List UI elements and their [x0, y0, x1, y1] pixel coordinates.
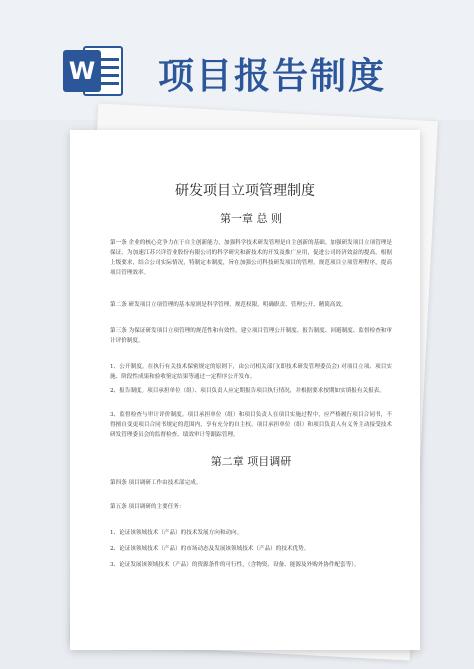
word-letter-badge: W [63, 50, 101, 92]
paragraph-item-3: 3、监督检查与审计评价制度。项目承担单位（组）和项目负责人在项目实施过程中，应严格履行项目合同书，不得擅自变更项目合同书规定的范围内，享有充分的自主权。项目承担单位（组）和项目负责人有义务主动接受技术研发管理委员会的监督检查、绩效审计等跟踪管理。 [110, 412, 392, 438]
paragraph-article-4: 第四条 项目调研工作由技术部完成。 [110, 480, 202, 486]
paragraph-item-1: 1、公开制度。在执行有关技术保密规定的原则下，由公司相关部门(即技术研发管理委员会) 对项目立项、项目实施、阶段性成果和验收鉴定结果等通过一定程序公开发布。 [110, 364, 392, 380]
paragraph-article-2: 第二条 研发项目立项管理的基本原则是科学管理、规范权限、明确职责、管理公开、精简高效。 [110, 302, 347, 308]
paragraph-article-1: 第一条 企业的核心竞争力在于自主创新能力，加强科学技术研发管理是自主创新的基础。加强研发项目立项管理是保证，为加速江苏兴详管业股份有限公司的科学研究和新技术的开发及推广应用，促进公司经济效益的提高，根据上级要求，结合公司实际情况，特制定本制度，旨在加强公司科技研发项目的管理，规范项目立项管理程序，提高项目管理效率。 [110, 240, 392, 276]
paragraph-task-1: 1、论证该领域技术（产品）的技术发展方向和动向。 [110, 530, 243, 536]
document-page [70, 130, 420, 650]
document-title: 研发项目立项管理制度 [175, 183, 315, 199]
paragraph-article-5: 第五条 项目调研的主要任务： [110, 504, 185, 510]
paragraph-task-2: 2、论证该领域技术（产品）的市场动态及发展该领域技术（产品）的技术优势。 [110, 546, 310, 552]
chapter-heading-2: 第二章 项目调研 [210, 455, 292, 468]
chapter-heading-1: 第一章 总 则 [220, 212, 282, 225]
word-icon [63, 40, 125, 100]
paragraph-item-2: 2、报告制度。项目承担单位（组）、项目负责人应定期报告项目执行情况，并根据要求按期如实填报有关报表。 [110, 388, 385, 394]
page-title: 项目报告制度 [158, 56, 387, 97]
paragraph-task-3: 3、论证发展该领域技术（产品）的资源条件的可行性，（含物资、设备、能源及外购外协件配套等）。 [110, 562, 360, 568]
paragraph-article-3: 第三条 为保证研发项目立项管理的规范性和有效性，建立项目管理公开制度、报告制度、回避制度、监督检查和审计评价制度。 [110, 328, 392, 344]
